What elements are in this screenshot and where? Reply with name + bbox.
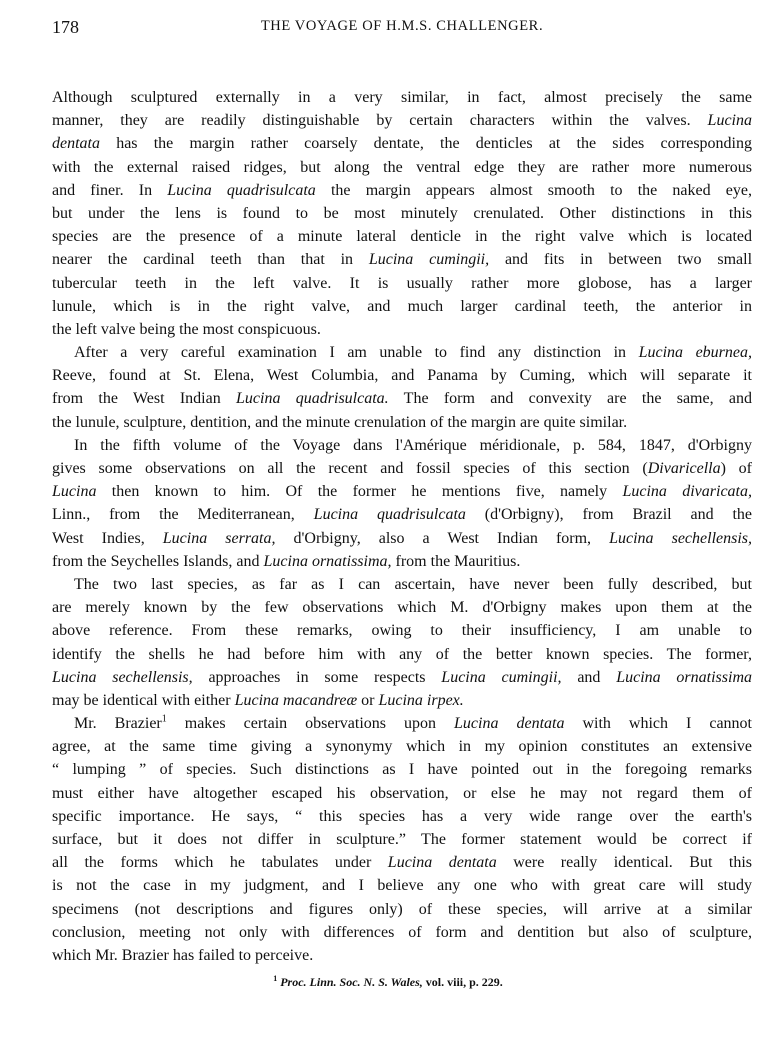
page-number: 178	[52, 17, 79, 37]
text: Mr. Brazier	[74, 715, 162, 733]
text-line	[52, 457, 752, 480]
text-line	[52, 341, 752, 364]
text: and fits in between two small	[489, 251, 752, 269]
text: d'Orbigny, also a West Indian form,	[275, 529, 610, 547]
text: the lunule, sculpture, dentition, and the minute crenulation of the margin are quite similar.	[52, 413, 628, 431]
text-line	[52, 619, 752, 642]
italic-text: Lucina eburnea,	[638, 344, 752, 362]
text: makes certain observations upon	[166, 715, 455, 733]
text-line	[52, 364, 752, 387]
italic-text: Divaricella	[647, 460, 721, 477]
text: Although sculptured externally in a very similar, in fact, almost precisely the same	[52, 89, 752, 106]
text-line	[52, 225, 752, 248]
text: may be identical with either	[52, 691, 235, 709]
italic-text: Lucina quadrisulcata	[167, 181, 316, 199]
italic-text: Lucina dentata	[387, 854, 497, 872]
text: is not the case in my judgment, and I believe any one who with great care will study	[52, 877, 752, 895]
footnote-source: Proc. Linn. Soc. N. S. Wales,	[280, 975, 423, 989]
italic-text: Lucina quadrisulcata.	[236, 390, 389, 408]
text-line	[52, 109, 752, 132]
italic-text: Lucina macandreæ	[234, 691, 358, 709]
text: are merely known by the few observations which M. d'Orbigny makes upon them at the	[52, 599, 752, 617]
text: ) of	[720, 460, 752, 477]
running-title: THE VOYAGE OF H.M.S. CHALLENGER.	[260, 18, 544, 34]
text: all the forms which he tabulates under	[52, 854, 388, 872]
text-line	[52, 921, 752, 944]
italic-text: Lucina dentata	[454, 715, 565, 733]
text-line	[52, 295, 752, 318]
text: but under the lens is found to be most minutely crenulated. Other distinctions in this	[52, 204, 752, 222]
text: approaches in some respects	[192, 668, 442, 686]
text: The two last species, as far as I can ascertain, have never been fully described, but	[74, 575, 752, 593]
text-line	[52, 318, 752, 341]
text: manner, they are readily distinguishable by certain characters within the valves.	[52, 112, 708, 130]
text-line	[52, 86, 752, 109]
text: has the margin rather coarsely dentate, the denticles at the sides corresponding	[100, 135, 752, 153]
text: from the West Indian	[52, 390, 237, 408]
text: West Indies,	[52, 529, 163, 547]
italic-text: Lucina quadrisulcata	[313, 506, 466, 524]
text-line	[52, 573, 752, 596]
italic-text: dentata	[52, 135, 100, 153]
text: In the fifth volume of the Voyage dans l'Amérique méridionale, p. 584, 1847, d'Orbigny	[74, 436, 752, 454]
text-line	[52, 666, 752, 689]
text-line	[52, 805, 752, 828]
text-line	[52, 735, 752, 758]
text: with the external raised ridges, but along the ventral edge they are rather more numerous	[52, 158, 752, 176]
text: conclusion, meeting not only with differences of form and dentition but also of sculpture,	[52, 923, 752, 941]
text-line	[52, 248, 752, 271]
footnote	[0, 974, 776, 990]
footnote-marker: 1	[273, 974, 278, 983]
text: specific importance. He says, “ this species has a very wide range over the earth's	[52, 807, 752, 825]
text-line	[52, 596, 752, 619]
text-line	[52, 689, 752, 712]
text: from the Seychelles Islands, and	[52, 552, 264, 570]
text: Linn., from the Mediterranean,	[52, 506, 314, 524]
text: “ lumping ” of species. Such distinctions as I have pointed out in the foregoing remarks	[52, 761, 752, 779]
text: with which I cannot	[564, 715, 752, 733]
text: or	[357, 691, 379, 709]
text-line	[52, 828, 752, 851]
text-line	[52, 643, 752, 666]
italic-text: Lucina serrata,	[162, 529, 276, 547]
text: (d'Orbigny), from Brazil and the	[465, 506, 752, 524]
text-line	[52, 156, 752, 179]
text-line	[52, 411, 752, 434]
text-line	[52, 758, 752, 781]
text-line	[52, 874, 752, 897]
italic-text: Lucina cumingii,	[368, 251, 490, 269]
text-line	[52, 944, 752, 967]
text: and	[561, 668, 617, 686]
paragraph	[52, 712, 752, 967]
text-line	[52, 782, 752, 805]
text: identify the shells he had before him with any of the better known species. The former,	[52, 645, 752, 663]
text: the left valve being the most conspicuous.	[52, 320, 321, 338]
text-line	[52, 132, 752, 155]
text-line	[52, 179, 752, 202]
italic-text: Lucina ornatissima	[616, 668, 752, 686]
text: must either have altogether escaped his observation, or else he may not regard them of	[52, 784, 752, 802]
text: above reference. From these remarks, owing to their insufficiency, I am unable to	[52, 622, 752, 640]
italic-text: Lucina sechellensis,	[609, 529, 752, 547]
paragraph	[52, 434, 752, 573]
text: and finer. In	[52, 181, 168, 199]
text: lunule, which is in the right valve, and much larger cardinal teeth, the anterior in	[52, 297, 752, 315]
text-line	[52, 434, 752, 457]
footnote-ref-marker: 1	[161, 713, 167, 725]
text: tubercular teeth in the left valve. It is usually rather more globose, has a larger	[52, 274, 752, 292]
text: from the Mauritius.	[391, 552, 521, 570]
text-line	[52, 202, 752, 225]
italic-text: Lucina ornatissima,	[263, 552, 392, 570]
text: which Mr. Brazier has failed to perceive.	[52, 946, 314, 964]
paragraph	[52, 341, 752, 434]
text-line	[52, 387, 752, 410]
text-line	[52, 527, 752, 550]
text-line	[52, 503, 752, 526]
text-line	[52, 898, 752, 921]
italic-text: Lucina	[52, 483, 97, 501]
text: specimens (not descriptions and figures only) of these species, will arrive at a similar	[52, 900, 752, 918]
text-line	[52, 550, 752, 573]
text: After a very careful examination I am unable to find any distinction in	[74, 344, 639, 362]
italic-text: Lucina sechellensis,	[52, 668, 193, 686]
text: species are the presence of a minute lateral denticle in the right valve which is located	[52, 228, 752, 246]
text: surface, but it does not differ in sculpture.” The former statement would be correct if	[52, 831, 752, 848]
body-text	[52, 86, 752, 967]
text: then known to him. Of the former he mentions five, namely	[96, 483, 623, 501]
text: Reeve, found at St. Elena, West Columbia, and Panama by Cuming, which will separate it	[52, 367, 752, 385]
text: were really identical. But this	[496, 854, 752, 872]
text-line	[52, 851, 752, 874]
italic-text: Lucina divaricata,	[622, 483, 752, 501]
text-line	[52, 272, 752, 295]
footnote-reference: vol. viii, p. 229.	[422, 975, 503, 989]
text-line	[52, 712, 752, 735]
text: the margin appears almost smooth to the naked eye,	[315, 181, 752, 199]
italic-text: Lucina irpex.	[378, 691, 464, 709]
paragraph	[52, 86, 752, 341]
text: agree, at the same time giving a synonymy which in my opinion constitutes an extensive	[52, 738, 752, 756]
text: nearer the cardinal teeth than that in	[52, 251, 369, 269]
italic-text: Lucina cumingii,	[441, 668, 562, 686]
page-header	[52, 17, 752, 41]
text: gives some observations on all the recent and fossil species of this section (	[52, 460, 648, 477]
text-line	[52, 480, 752, 503]
paragraph	[52, 573, 752, 712]
italic-text: Lucina	[707, 112, 752, 130]
text: The form and convexity are the same, and	[388, 390, 752, 408]
